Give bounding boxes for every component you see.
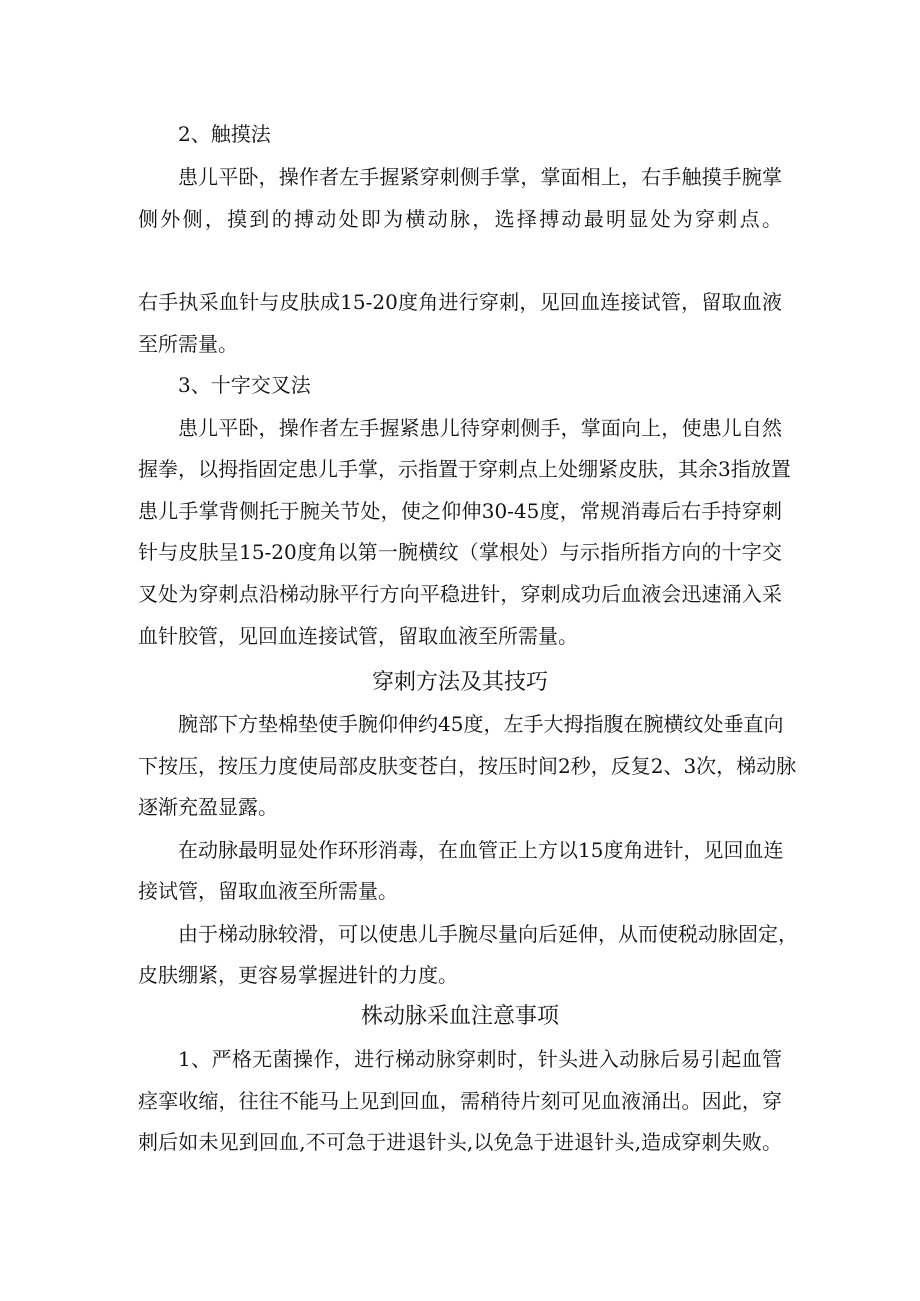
paragraph-line: 侧外侧，摸到的搏动处即为横动脉，选择搏动最明显处为穿刺点。 [138,207,782,231]
paragraph-line: 血针胶管，见回血连接试管，留取血液至所需量。 [138,624,578,648]
paragraph-line: 皮肤绷紧，更容易掌握进针的力度。 [138,963,458,987]
section-title-technique: 穿刺方法及其技巧 [371,670,548,695]
paragraph-line: 针与皮肤呈15-20度角以第一腕横纹（掌根处）与示指所指方向的十字交 [138,540,782,564]
paragraph-line: 握拳，以拇指固定患儿手掌，示指置于穿刺点上处绷紧皮肤，其余3指放置 [138,457,791,481]
paragraph-line: 痉挛收缩，往往不能马上见到回血，需稍待片刻可见血液涌出。因此，穿 [138,1089,782,1113]
paragraph-line: 1、严格无菌操作，进行梯动脉穿刺时，针头进入动脉后易引起血管 [178,1047,782,1071]
paragraph-line: 叉处为穿刺点沿梯动脉平行方向平稳进针，穿刺成功后血液会迅速涌入采 [138,582,782,606]
paragraph-line: 刺后如未见到回血,不可急于进退针头,以免急于进退针头,造成穿刺失败。 [138,1130,782,1154]
paragraph-line: 至所需量。 [138,332,238,356]
paragraph-line: 腕部下方垫棉垫使手腕仰伸约45度，左手大拇指腹在腕横纹处垂直向 [178,712,784,736]
paragraph-line: 患儿手掌背侧托于腕关节处，使之仰伸30-45度，常规消毒后右手持穿刺 [138,499,782,523]
subheading-cross-method: 3、十字交叉法 [178,373,311,397]
paragraph-line: 右手执采血针与皮肤成15-20度角进行穿刺，见回血连接试管，留取血液 [138,290,782,314]
paragraph-line: 接试管，留取血液至所需量。 [138,879,398,903]
paragraph-line: 患儿平卧，操作者左手握紧患儿待穿刺侧手，掌面向上，使患儿自然 [178,416,782,440]
subheading-palpation: 2、触摸法 [178,122,271,146]
paragraph-line: 由于梯动脉较滑，可以使患儿手腕尽量向后延伸，从而使税动脉固定， [178,922,798,946]
paragraph-line: 逐渐充盈显露。 [138,795,278,819]
paragraph-line: 下按压，按压力度使局部皮肤变苍白，按压时间2秒，反复2、3次，梯动脉 [138,754,797,778]
paragraph-line: 在动脉最明显处作环形消毒，在血管正上方以15度角进针，见回血连 [178,838,784,862]
paragraph-line: 患儿平卧，操作者左手握紧穿刺侧手掌，掌面相上，右手触摸手腕掌 [178,165,782,189]
section-title-notes: 株动脉采血注意事项 [360,1004,559,1029]
